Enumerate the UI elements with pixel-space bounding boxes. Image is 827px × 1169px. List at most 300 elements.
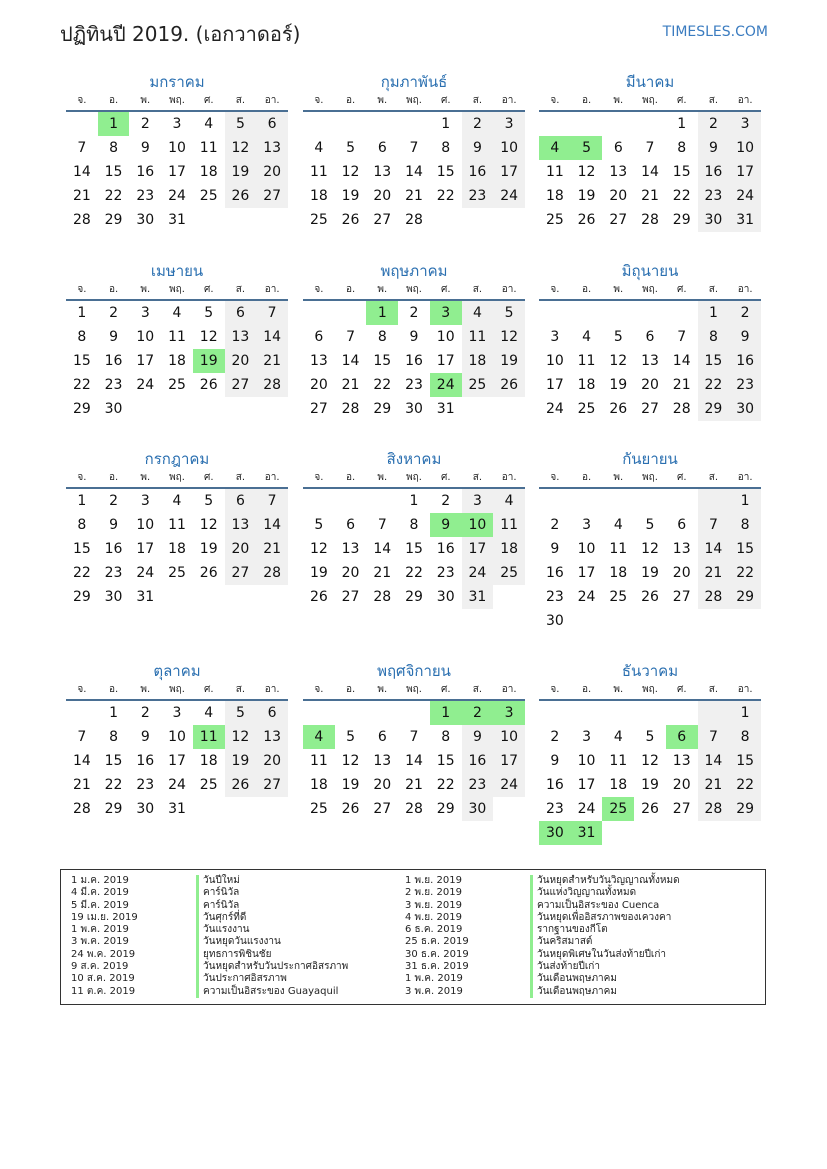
page-title: ปฏิทินปี 2019. (เอกวาดอร์) bbox=[60, 22, 301, 46]
weekday-label: พ. bbox=[613, 95, 624, 106]
day-cell: 6 bbox=[314, 329, 324, 345]
day-cell: 10 bbox=[136, 329, 155, 345]
day-cell: 4 bbox=[172, 305, 182, 321]
day-cell: 20 bbox=[373, 188, 392, 204]
day-cell: 6 bbox=[613, 140, 623, 156]
day-cell: 27 bbox=[672, 801, 691, 817]
month-name: กรกฎาคม bbox=[144, 450, 210, 468]
legend-column-right bbox=[405, 875, 680, 998]
empty-cell bbox=[303, 301, 335, 325]
day-cell: 3 bbox=[462, 489, 494, 513]
day-cell: 26 bbox=[309, 589, 328, 605]
day-cell: 12 bbox=[199, 517, 218, 533]
day-cell: 6 bbox=[256, 112, 288, 136]
weekday-label: อ. bbox=[345, 684, 356, 695]
day-cell: 16 bbox=[405, 353, 423, 369]
day-cell: 19 bbox=[225, 749, 257, 773]
day-cell: 2 bbox=[462, 112, 494, 136]
day-cell: 11 bbox=[309, 164, 328, 180]
weekday-label: อ. bbox=[108, 684, 119, 695]
weekday-label: จ. bbox=[77, 284, 87, 295]
day-cell: 3 bbox=[430, 301, 462, 325]
day-cell: 6 bbox=[256, 701, 288, 725]
weekday-label: พ. bbox=[377, 684, 388, 695]
empty-cell bbox=[493, 397, 525, 421]
day-cell: 23 bbox=[104, 377, 123, 393]
empty-cell bbox=[335, 701, 367, 725]
day-cell: 4 bbox=[493, 489, 525, 513]
legend-row bbox=[405, 986, 680, 998]
day-cell: 25 bbox=[309, 212, 328, 228]
day-cell: 13 bbox=[672, 753, 691, 769]
day-cell: 15 bbox=[104, 753, 123, 769]
day-cell: 7 bbox=[77, 729, 87, 745]
weekday-label: ศ. bbox=[203, 95, 214, 106]
legend-date: 1 ม.ค. 2019 bbox=[71, 875, 129, 886]
weekday-label: ศ. bbox=[440, 684, 451, 695]
day-cell: 31 bbox=[136, 589, 155, 605]
day-cell: 6 bbox=[377, 140, 387, 156]
day-cell: 28 bbox=[672, 401, 691, 417]
day-cell: 17 bbox=[168, 753, 186, 769]
legend-holiday-name: วันส่งท้ายปีเก่า bbox=[530, 961, 600, 973]
day-cell: 27 bbox=[341, 589, 360, 605]
legend-row bbox=[405, 936, 680, 948]
day-cell: 11 bbox=[309, 753, 328, 769]
day-cell: 25 bbox=[493, 561, 525, 585]
month-block bbox=[539, 261, 761, 421]
weekday-label: อา. bbox=[501, 95, 517, 106]
day-cell: 18 bbox=[199, 753, 218, 769]
month-block bbox=[303, 661, 525, 821]
day-cell: 12 bbox=[577, 164, 596, 180]
legend-holiday-name: ความเป็นอิสระของ Guayaquil bbox=[196, 986, 338, 998]
day-cell: 25 bbox=[168, 377, 186, 393]
day-cell: 2 bbox=[109, 493, 119, 509]
day-cell: 12 bbox=[609, 353, 628, 369]
day-cell: 30 bbox=[136, 212, 155, 228]
legend-holiday-name: วันเดือนพฤษภาคม bbox=[530, 986, 617, 998]
legend-holiday-name: วันหยุดสำหรับวันประกาศอิสรภาพ bbox=[196, 961, 348, 973]
day-cell: 15 bbox=[72, 353, 91, 369]
day-grid bbox=[539, 112, 761, 232]
day-cell: 9 bbox=[430, 513, 462, 537]
day-cell: 13 bbox=[225, 513, 257, 537]
day-cell: 17 bbox=[729, 160, 761, 184]
brand-link[interactable]: TIMESLES.COM bbox=[662, 24, 768, 40]
weekday-label: ศ. bbox=[676, 95, 687, 106]
weekday-label: ส. bbox=[235, 684, 246, 695]
weekday-label: พ. bbox=[140, 95, 151, 106]
month-name: มกราคม bbox=[149, 73, 205, 91]
day-cell: 15 bbox=[104, 164, 123, 180]
day-cell: 1 bbox=[109, 705, 119, 721]
day-cell: 18 bbox=[168, 353, 186, 369]
legend-row bbox=[405, 973, 680, 985]
weekday-label: พฤ. bbox=[642, 284, 658, 295]
legend-holiday-name: ความเป็นอิสระของ Cuenca bbox=[530, 900, 659, 912]
day-cell: 22 bbox=[729, 773, 761, 797]
day-cell: 17 bbox=[493, 160, 525, 184]
day-cell: 16 bbox=[545, 777, 564, 793]
day-cell: 16 bbox=[104, 353, 123, 369]
weekday-header bbox=[539, 92, 761, 112]
legend-row bbox=[71, 912, 348, 924]
day-cell: 18 bbox=[577, 377, 596, 393]
weekday-label: พ. bbox=[377, 284, 388, 295]
day-cell: 2 bbox=[109, 305, 119, 321]
legend-row bbox=[405, 961, 680, 973]
day-cell: 7 bbox=[677, 329, 687, 345]
day-cell: 23 bbox=[545, 589, 564, 605]
day-cell: 18 bbox=[199, 164, 218, 180]
empty-cell bbox=[256, 585, 288, 609]
day-cell: 24 bbox=[462, 561, 494, 585]
day-cell: 6 bbox=[225, 489, 257, 513]
day-cell: 8 bbox=[729, 513, 761, 537]
empty-cell bbox=[303, 489, 335, 513]
weekday-label: อา. bbox=[737, 95, 753, 106]
legend-row bbox=[405, 875, 680, 887]
day-cell: 1 bbox=[430, 701, 462, 725]
day-cell: 14 bbox=[72, 753, 91, 769]
weekday-label: อ. bbox=[581, 95, 592, 106]
day-cell: 20 bbox=[672, 777, 691, 793]
month-name: ธันวาคม bbox=[621, 662, 679, 680]
day-cell: 29 bbox=[104, 801, 123, 817]
month-name: กุมภาพันธ์ bbox=[380, 73, 448, 91]
day-grid bbox=[539, 301, 761, 421]
weekday-header bbox=[66, 281, 288, 301]
weekday-label: ส. bbox=[472, 472, 483, 483]
weekday-label: ศ. bbox=[203, 472, 214, 483]
day-grid bbox=[66, 489, 288, 609]
legend-holiday-name: คาร์นิวัล bbox=[196, 900, 239, 912]
day-cell: 8 bbox=[441, 729, 451, 745]
day-cell: 25 bbox=[462, 373, 494, 397]
day-cell: 4 bbox=[314, 140, 324, 156]
holiday-legend bbox=[60, 869, 766, 1005]
empty-cell bbox=[256, 208, 288, 232]
day-cell: 31 bbox=[571, 821, 603, 845]
day-cell: 11 bbox=[168, 329, 186, 345]
day-cell: 11 bbox=[545, 164, 564, 180]
day-cell: 10 bbox=[168, 729, 186, 745]
empty-cell bbox=[539, 701, 571, 725]
weekday-label: พฤ. bbox=[169, 95, 185, 106]
day-cell: 22 bbox=[405, 565, 423, 581]
day-cell: 12 bbox=[225, 725, 257, 749]
weekday-label: ส. bbox=[708, 284, 719, 295]
empty-cell bbox=[602, 821, 634, 845]
day-cell: 15 bbox=[373, 353, 392, 369]
day-cell: 30 bbox=[136, 801, 155, 817]
empty-cell bbox=[193, 585, 225, 609]
empty-cell bbox=[462, 397, 494, 421]
day-grid bbox=[303, 112, 525, 232]
day-cell: 22 bbox=[72, 377, 91, 393]
day-cell: 7 bbox=[346, 329, 356, 345]
day-cell: 26 bbox=[609, 401, 628, 417]
day-cell: 4 bbox=[172, 493, 182, 509]
empty-cell bbox=[335, 301, 367, 325]
day-cell: 11 bbox=[609, 541, 628, 557]
day-cell: 15 bbox=[405, 541, 423, 557]
day-cell: 27 bbox=[609, 212, 628, 228]
day-cell: 7 bbox=[77, 140, 87, 156]
day-cell: 1 bbox=[77, 305, 87, 321]
day-cell: 31 bbox=[436, 401, 455, 417]
day-cell: 9 bbox=[109, 517, 119, 533]
weekday-header bbox=[303, 92, 525, 112]
legend-row bbox=[405, 924, 680, 936]
day-cell: 27 bbox=[256, 184, 288, 208]
day-cell: 8 bbox=[77, 329, 87, 345]
day-cell: 14 bbox=[256, 325, 288, 349]
day-cell: 9 bbox=[462, 725, 494, 749]
day-cell: 31 bbox=[168, 212, 186, 228]
day-cell: 2 bbox=[409, 305, 419, 321]
weekday-label: อ. bbox=[345, 284, 356, 295]
day-cell: 24 bbox=[136, 565, 155, 581]
weekday-label: พ. bbox=[140, 472, 151, 483]
legend-date: 25 ธ.ค. 2019 bbox=[405, 936, 469, 948]
day-cell: 16 bbox=[136, 753, 155, 769]
day-cell: 6 bbox=[225, 301, 257, 325]
legend-date: 31 ธ.ค. 2019 bbox=[405, 961, 469, 973]
empty-cell bbox=[335, 489, 367, 513]
weekday-label: อา. bbox=[501, 472, 517, 483]
day-cell: 27 bbox=[309, 401, 328, 417]
day-cell: 26 bbox=[577, 212, 596, 228]
weekday-label: อา. bbox=[501, 284, 517, 295]
day-cell: 9 bbox=[140, 140, 150, 156]
empty-cell bbox=[602, 112, 634, 136]
weekday-label: พ. bbox=[377, 95, 388, 106]
day-cell: 2 bbox=[550, 517, 560, 533]
day-cell: 17 bbox=[168, 164, 186, 180]
day-cell: 9 bbox=[409, 329, 419, 345]
weekday-label: ศ. bbox=[676, 684, 687, 695]
day-cell: 7 bbox=[698, 513, 730, 537]
empty-cell bbox=[666, 821, 698, 845]
weekday-label: พฤ. bbox=[642, 95, 658, 106]
empty-cell bbox=[634, 112, 666, 136]
empty-cell bbox=[335, 112, 367, 136]
weekday-label: ส. bbox=[472, 95, 483, 106]
day-cell: 25 bbox=[545, 212, 564, 228]
weekday-label: จ. bbox=[314, 684, 324, 695]
weekday-label: จ. bbox=[314, 472, 324, 483]
day-cell: 9 bbox=[140, 729, 150, 745]
weekday-header bbox=[66, 681, 288, 701]
day-cell: 27 bbox=[373, 801, 392, 817]
day-cell: 19 bbox=[225, 160, 257, 184]
day-cell: 1 bbox=[409, 493, 419, 509]
legend-row bbox=[71, 961, 348, 973]
legend-holiday-name: คาร์นิวัล bbox=[196, 887, 239, 899]
day-cell: 30 bbox=[698, 208, 730, 232]
weekday-label: จ. bbox=[77, 684, 87, 695]
day-cell: 10 bbox=[462, 513, 494, 537]
day-cell: 11 bbox=[193, 725, 225, 749]
day-cell: 28 bbox=[698, 797, 730, 821]
month-block bbox=[303, 72, 525, 232]
weekday-header bbox=[539, 281, 761, 301]
day-cell: 2 bbox=[462, 701, 494, 725]
empty-cell bbox=[698, 609, 730, 633]
day-cell: 29 bbox=[104, 212, 123, 228]
empty-cell bbox=[303, 112, 335, 136]
day-cell: 19 bbox=[341, 188, 360, 204]
day-cell: 17 bbox=[493, 749, 525, 773]
empty-cell bbox=[225, 208, 257, 232]
day-cell: 5 bbox=[204, 493, 214, 509]
weekday-label: อ. bbox=[108, 284, 119, 295]
day-cell: 2 bbox=[140, 116, 150, 132]
weekday-label: ส. bbox=[708, 684, 719, 695]
day-grid bbox=[303, 701, 525, 821]
empty-cell bbox=[193, 797, 225, 821]
day-cell: 5 bbox=[613, 329, 623, 345]
day-cell: 25 bbox=[199, 188, 218, 204]
weekday-label: ศ. bbox=[440, 284, 451, 295]
legend-column-left bbox=[71, 875, 348, 998]
day-cell: 28 bbox=[405, 801, 423, 817]
legend-holiday-name: วันปีใหม่ bbox=[196, 875, 240, 887]
day-cell: 15 bbox=[729, 537, 761, 561]
day-cell: 3 bbox=[582, 517, 592, 533]
weekday-label: พ. bbox=[613, 472, 624, 483]
weekday-label: พ. bbox=[140, 284, 151, 295]
day-cell: 10 bbox=[136, 517, 155, 533]
day-cell: 5 bbox=[346, 729, 356, 745]
day-cell: 28 bbox=[72, 801, 91, 817]
day-cell: 23 bbox=[462, 184, 494, 208]
empty-cell bbox=[430, 208, 462, 232]
weekday-label: ส. bbox=[235, 284, 246, 295]
day-cell: 22 bbox=[104, 188, 123, 204]
day-cell: 30 bbox=[729, 397, 761, 421]
empty-cell bbox=[602, 301, 634, 325]
day-cell: 17 bbox=[462, 537, 494, 561]
legend-date: 3 พ.ค. 2019 bbox=[71, 936, 129, 948]
day-cell: 24 bbox=[577, 801, 596, 817]
day-cell: 21 bbox=[405, 777, 423, 793]
day-cell: 3 bbox=[172, 705, 182, 721]
day-cell: 9 bbox=[109, 329, 119, 345]
weekday-label: จ. bbox=[77, 472, 87, 483]
weekday-header bbox=[303, 681, 525, 701]
legend-holiday-name: วันหยุดเพื่ออิสรภาพของเควงคา bbox=[530, 912, 671, 924]
weekday-header bbox=[303, 281, 525, 301]
weekday-label: อา. bbox=[264, 284, 280, 295]
day-cell: 17 bbox=[577, 565, 596, 581]
weekday-header bbox=[303, 469, 525, 489]
day-cell: 30 bbox=[436, 589, 455, 605]
empty-cell bbox=[493, 208, 525, 232]
day-cell: 5 bbox=[571, 136, 603, 160]
day-cell: 27 bbox=[672, 589, 691, 605]
weekday-label: ศ. bbox=[203, 684, 214, 695]
weekday-label: อ. bbox=[108, 95, 119, 106]
day-cell: 17 bbox=[545, 377, 564, 393]
empty-cell bbox=[729, 821, 761, 845]
weekday-label: พ. bbox=[613, 284, 624, 295]
day-cell: 13 bbox=[373, 164, 392, 180]
day-cell: 18 bbox=[462, 349, 494, 373]
day-cell: 29 bbox=[72, 589, 91, 605]
day-cell: 7 bbox=[698, 725, 730, 749]
day-cell: 4 bbox=[462, 301, 494, 325]
day-cell: 28 bbox=[641, 212, 659, 228]
day-cell: 2 bbox=[441, 493, 451, 509]
legend-date: 30 ธ.ค. 2019 bbox=[405, 948, 469, 960]
day-cell: 21 bbox=[672, 377, 691, 393]
empty-cell bbox=[256, 397, 288, 421]
day-cell: 4 bbox=[613, 729, 623, 745]
day-cell: 19 bbox=[493, 349, 525, 373]
weekday-label: จ. bbox=[550, 684, 560, 695]
day-cell: 8 bbox=[441, 140, 451, 156]
day-cell: 6 bbox=[377, 729, 387, 745]
weekday-label: ศ. bbox=[676, 284, 687, 295]
legend-holiday-name: รากฐานของกีโต bbox=[530, 924, 608, 936]
day-cell: 27 bbox=[641, 401, 659, 417]
day-cell: 24 bbox=[729, 184, 761, 208]
empty-cell bbox=[161, 585, 193, 609]
day-cell: 25 bbox=[602, 797, 634, 821]
day-cell: 16 bbox=[729, 349, 761, 373]
day-cell: 21 bbox=[373, 565, 392, 581]
day-cell: 29 bbox=[373, 401, 392, 417]
day-cell: 14 bbox=[341, 353, 360, 369]
day-cell: 3 bbox=[140, 305, 150, 321]
day-cell: 14 bbox=[698, 749, 730, 773]
day-cell: 24 bbox=[577, 589, 596, 605]
day-cell: 16 bbox=[698, 160, 730, 184]
day-cell: 10 bbox=[577, 753, 596, 769]
month-block bbox=[66, 261, 288, 421]
empty-cell bbox=[398, 112, 430, 136]
day-cell: 10 bbox=[729, 136, 761, 160]
empty-cell bbox=[571, 701, 603, 725]
legend-date: 4 มี.ค. 2019 bbox=[71, 887, 129, 899]
weekday-label: อ. bbox=[581, 472, 592, 483]
day-cell: 5 bbox=[645, 729, 655, 745]
day-cell: 26 bbox=[225, 773, 257, 797]
day-cell: 24 bbox=[545, 401, 564, 417]
empty-cell bbox=[539, 489, 571, 513]
weekday-label: พฤ. bbox=[169, 472, 185, 483]
day-cell: 3 bbox=[550, 329, 560, 345]
empty-cell bbox=[729, 609, 761, 633]
day-cell: 27 bbox=[225, 373, 257, 397]
day-cell: 2 bbox=[550, 729, 560, 745]
day-cell: 15 bbox=[698, 349, 730, 373]
legend-holiday-name: ยุทธการพิชินชัย bbox=[196, 949, 271, 961]
day-cell: 4 bbox=[582, 329, 592, 345]
day-cell: 18 bbox=[609, 565, 628, 581]
empty-cell bbox=[602, 701, 634, 725]
day-cell: 17 bbox=[136, 353, 155, 369]
day-cell: 15 bbox=[436, 753, 455, 769]
day-cell: 1 bbox=[677, 116, 687, 132]
day-cell: 20 bbox=[641, 377, 659, 393]
weekday-label: ส. bbox=[708, 472, 719, 483]
empty-cell bbox=[161, 397, 193, 421]
day-cell: 8 bbox=[109, 140, 119, 156]
